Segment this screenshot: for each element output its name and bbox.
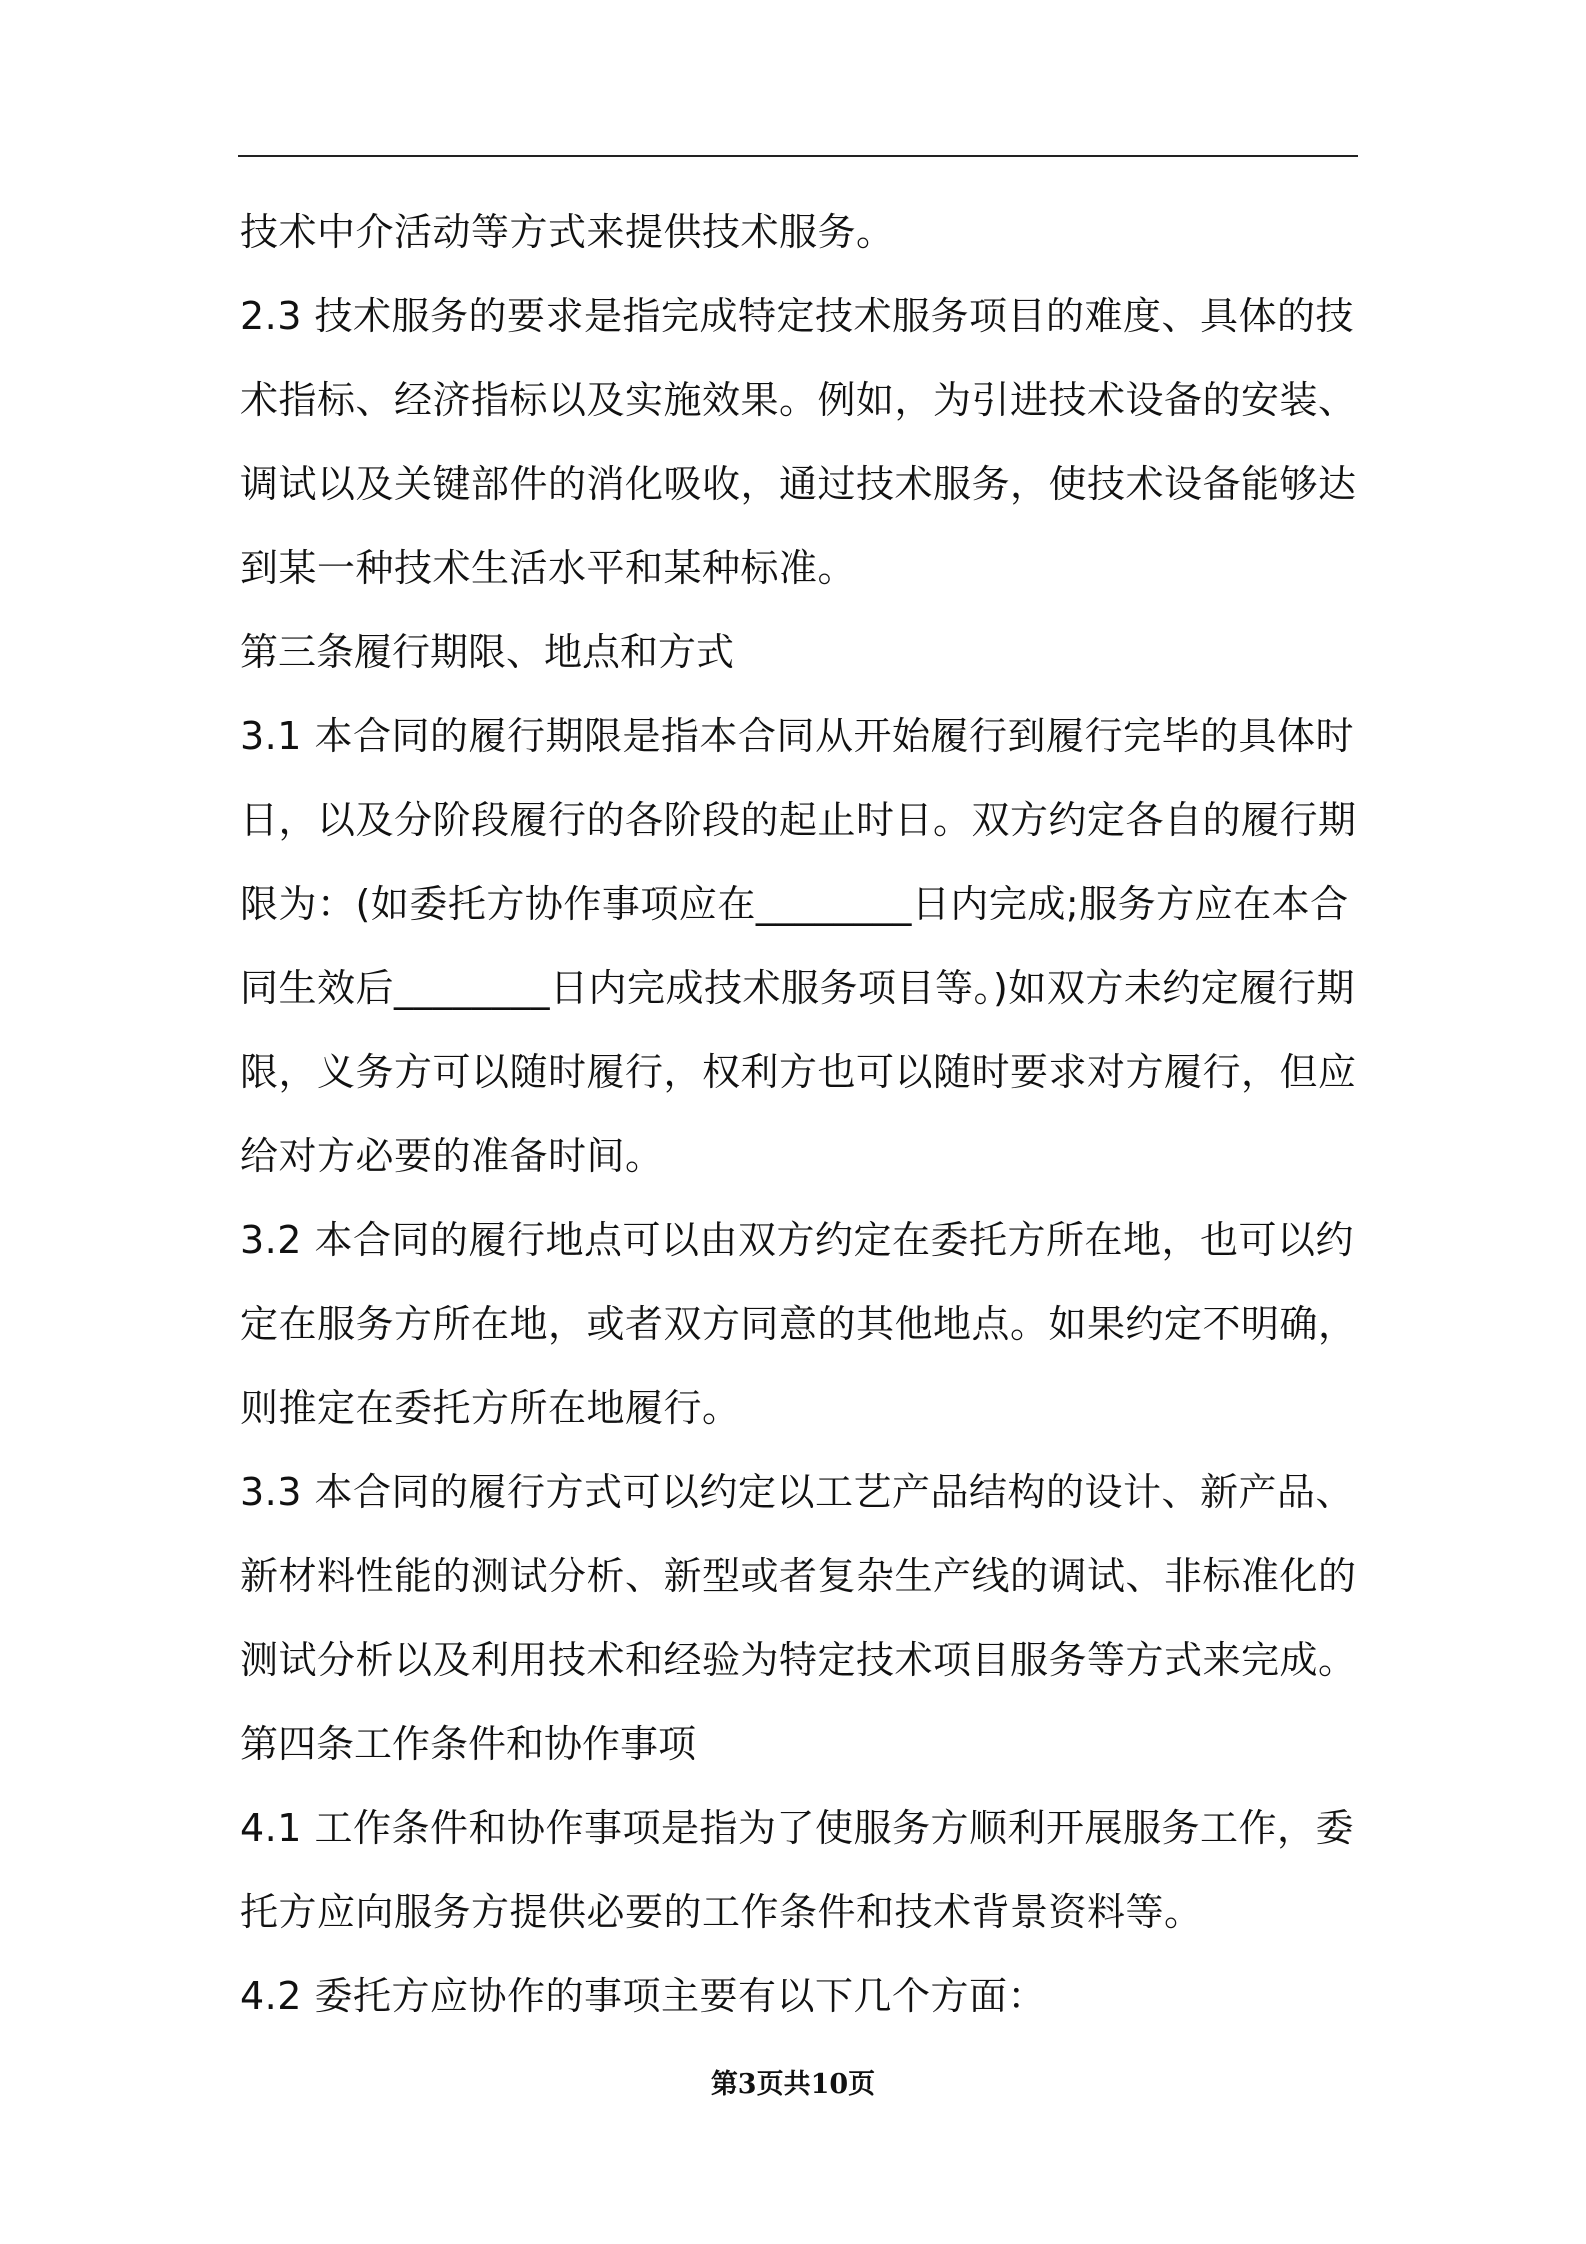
header-rule — [238, 155, 1358, 157]
paragraph-3-2: 3.2 本合同的履行地点可以由双方约定在委托方所在地，也可以约定在服务方所在地，或者双方同意的其他地点。如果约定不明确，则推定在委托方所在地履行。 — [240, 1218, 1357, 1430]
section-heading-3: 第三条履行期限、地点和方式 — [240, 630, 735, 674]
paragraph-4-2: 4.2 委托方应协作的事项主要有以下几个方面： — [240, 1974, 1047, 2018]
paragraph-2-3: 2.3 技术服务的要求是指完成特定技术服务项目的难度、具体的技术指标、经济指标以及实施效果。例如，为引进技术设备的安装、调试以及关键部件的消化吸收，通过技术服务，使技术设备能够达到某一种技术生活水平和某种标准。 — [240, 294, 1357, 590]
paragraph-continuation: 技术中介活动等方式来提供技术服务。 — [240, 210, 895, 254]
section-heading-4: 第四条工作条件和协作事项 — [240, 1722, 697, 1766]
document-body — [240, 190, 1358, 2038]
paragraph-4-1: 4.1 工作条件和协作事项是指为了使服务方顺利开展服务工作，委托方应向服务方提供必要的工作条件和技术背景资料等。 — [240, 1806, 1355, 1934]
paragraph-3-1: 3.1 本合同的履行期限是指本合同从开始履行到履行完毕的具体时日，以及分阶段履行的各阶段的起止时日。双方约定各自的履行期限为：(如委托方协作事项应在________日内完成;服务方应在本合同生效后________日内完成技术服务项目等。)如双方未约定履行期限，义务方可以随时履行，权利方也可以随时要求对方履行，但应给对方必要的准备时间。 — [240, 714, 1357, 1178]
paragraph-3-3: 3.3 本合同的履行方式可以约定以工艺产品结构的设计、新产品、新材料性能的测试分析、新型或者复杂生产线的调试、非标准化的测试分析以及利用技术和经验为特定技术项目服务等方式来完成。 — [240, 1470, 1357, 1682]
page-number-footer: 第3页共10页 — [710, 2069, 876, 2100]
